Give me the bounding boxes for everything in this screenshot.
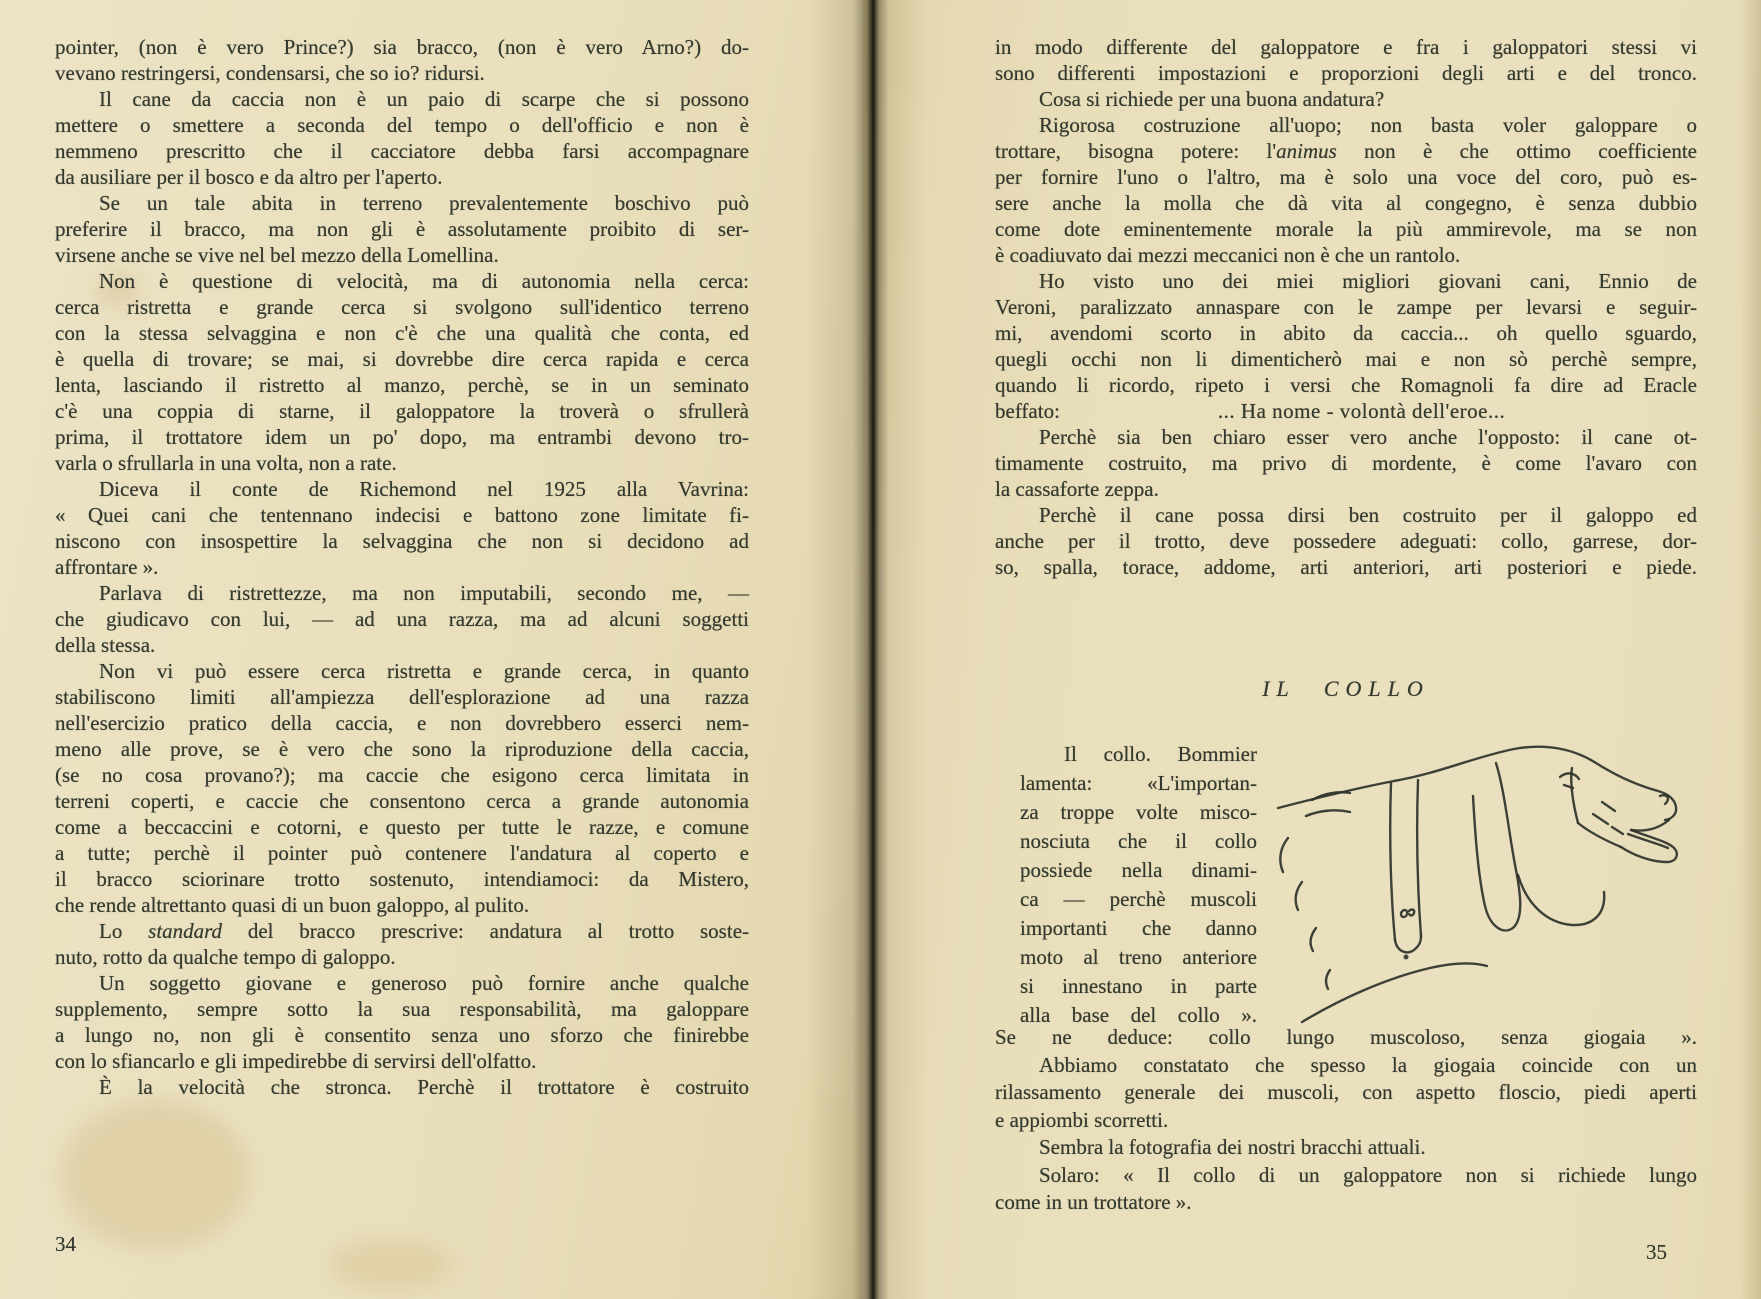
- text-segment: animus: [1276, 139, 1337, 163]
- text-line: Parlava di ristrettezze, ma non imputabili, secondo me, —: [99, 581, 749, 605]
- text-line: Cosa si richiede per una buona andatura?: [1039, 87, 1385, 111]
- text-line: timamente costruito, ma privo di mordente, è come l'avaro con: [995, 451, 1697, 475]
- verse-text: ... Ha nome - volontà dell'eroe...: [1217, 399, 1506, 423]
- text-line: affrontare ».: [55, 555, 159, 579]
- text-line: mi, avendomi scorto in abito da caccia... oh quello sguardo,: [995, 321, 1697, 345]
- section-heading: IL COLLO: [1262, 676, 1430, 701]
- text-line: cerca ristretta e grande cerca si svolgono sull'identico terreno: [55, 295, 749, 319]
- text-line: anche per il trotto, deve possedere adeguati: collo, garrese, dor-: [995, 529, 1697, 553]
- text-line: che rende altrettanto quasi di un buon galoppo, al pulito.: [55, 893, 530, 917]
- text-segment: Lo: [99, 919, 149, 943]
- page-number-left: 34: [55, 1232, 76, 1256]
- text-line: si innestano in parte: [1020, 974, 1257, 998]
- text-segment: non è che ottimo coefficiente: [1336, 139, 1698, 163]
- text-line: è coadiuvato dai mezzi meccanici non è che un rantolo.: [995, 243, 1461, 267]
- text-line: e appiombi scorretti.: [995, 1107, 1169, 1132]
- paper-stain: [60, 1100, 250, 1250]
- text-segment: beffato:: [995, 399, 1060, 423]
- text-line: rilassamento generale dei muscoli, con aspetto floscio, piedi aperti: [995, 1080, 1697, 1104]
- text-line: nell'esercizio pratico della caccia, e non dovrebbero esserci nem-: [55, 711, 749, 735]
- text-line: Ho visto uno dei miei migliori giovani cani, Ennio de: [1039, 269, 1697, 293]
- text-line: supplemento, sempre sotto la sua responsabilità, ma galoppare: [55, 997, 749, 1021]
- text-line: Il collo. Bommier: [1064, 742, 1257, 766]
- text-line: [995, 398, 1697, 424]
- text-line: lenta, lasciando il ristretto al manzo, perchè, se in un seminato: [55, 373, 749, 397]
- text-line: che giudicavo con lui, — ad una razza, ma ad alcuni soggetti: [55, 607, 749, 631]
- text-line: lamenta: «L'importan-: [1020, 771, 1257, 795]
- paper-stain: [330, 1240, 450, 1290]
- text-segment: standard: [148, 919, 223, 943]
- text-line: il bracco sciorinare trotto sostenuto, intendiamoci: da Mistero,: [55, 867, 749, 891]
- text-line: vevano restringersi, condensarsi, che so io? ridursi.: [55, 61, 485, 85]
- text-line: Il cane da caccia non è un paio di scarpe che si possono: [99, 87, 749, 111]
- text-line: mettere o smettere a seconda del tempo o dell'officio e non è: [55, 113, 749, 137]
- text-line: [55, 918, 749, 944]
- text-line: niscono con insospettire la selvaggina che non si decidono ad: [55, 529, 749, 553]
- text-line: « Quei cani che tentennano indecisi e battono zone limitate fi-: [55, 503, 749, 527]
- text-line: terreni coperti, e caccie che consentono cerca a grande autonomia: [55, 789, 749, 813]
- text-line: Rigorosa costruzione all'uopo; non basta voler galoppare o: [1039, 113, 1697, 137]
- text-line: Un soggetto giovane e generoso può fornire anche qualche: [99, 971, 749, 995]
- page-number-right: 35: [1646, 1240, 1667, 1264]
- text-line: nosciuta che il collo: [1020, 829, 1257, 853]
- text-line: sere anche la molla che dà vita al congegno, è senza dubbio: [995, 191, 1697, 215]
- text-line: come dote eminentemente morale la più ammirevole, ma se non: [995, 217, 1697, 241]
- text-line: za troppe volte misco-: [1020, 800, 1257, 824]
- text-segment: del bracco prescrive: andatura al trotto soste-: [222, 919, 750, 943]
- text-line: nuto, rotto da qualche tempo di galoppo.: [55, 945, 396, 969]
- text-line: virsene anche se vive nel bel mezzo della Lomellina.: [55, 243, 499, 267]
- text-line: alla base del collo ».: [1020, 1003, 1257, 1027]
- text-line: in modo differente del galoppatore e fra i galoppatori stessi vi: [995, 35, 1697, 59]
- text-line: so, spalla, torace, addome, arti anteriori, arti posteriori e piede.: [995, 555, 1697, 579]
- text-line: con lo sfiancarlo e gli impedirebbe di servirsi dell'olfatto.: [55, 1049, 537, 1073]
- text-line: a lungo no, non gli è consentito senza uno sforzo che finirebbe: [55, 1023, 749, 1047]
- text-line: Non vi può essere cerca ristretta e grande cerca, in quanto: [99, 659, 749, 683]
- text-line: importanti che danno: [1020, 916, 1257, 940]
- text-line: varla o sfrullarla in una volta, non a rate.: [55, 451, 397, 475]
- text-line: come in un trottatore ».: [995, 1190, 1192, 1214]
- text-line: Non è questione di velocità, ma di autonomia nella cerca:: [99, 269, 749, 293]
- text-line: possiede nella dinami-: [1020, 858, 1257, 882]
- dog-head-illustration: [1268, 730, 1686, 1030]
- text-line: la cassaforte zeppa.: [995, 477, 1159, 501]
- text-line: preferire il bracco, ma non gli è assolutamente proibito di ser-: [55, 217, 749, 241]
- text-line: Se ne deduce: collo lungo muscoloso, senza giogaia ».: [995, 1025, 1697, 1049]
- left-page-text: [55, 34, 749, 1100]
- text-line: a tutte; perchè il pointer può contenere l'andatura al coperto e: [55, 841, 749, 865]
- text-line: della stessa.: [55, 633, 156, 657]
- text-line: Solaro: « Il collo di un galoppatore non si richiede lungo: [1039, 1162, 1697, 1187]
- text-line: Diceva il conte de Richemond nel 1925 alla Vavrina:: [99, 477, 749, 501]
- text-line: Perchè sia ben chiaro esser vero anche l'opposto: il cane ot-: [1039, 425, 1697, 449]
- text-line: meno alle prove, se è vero che sono la riproduzione della caccia,: [55, 737, 749, 761]
- text-segment: trottare, bisogna potere: l': [995, 139, 1277, 163]
- text-line: Se un tale abita in terreno prevalentemente boschivo può: [99, 191, 749, 215]
- neck-paragraph-text: [1020, 740, 1257, 1030]
- text-line: [995, 138, 1697, 164]
- text-line: (se no cosa provano?); ma caccie che esigono cerca limitata in: [55, 763, 749, 787]
- text-line: quegli occhi non li dimenticherò mai e non sò perchè sempre,: [995, 347, 1697, 371]
- text-line: Abbiamo constatato che spesso la giogaia coincide con un: [1039, 1052, 1697, 1077]
- text-line: è quella di trovare; se mai, si dovrebbe dire cerca rapida e cerca: [55, 347, 749, 371]
- text-line: moto al treno anteriore: [1020, 945, 1257, 969]
- text-line: ca — perchè muscoli: [1020, 887, 1257, 911]
- text-line: È la velocità che stronca. Perchè il trottatore è costruito: [99, 1075, 749, 1099]
- text-line: Sembra la fotografia dei nostri bracchi attuali.: [1039, 1135, 1426, 1159]
- text-line: c'è una coppia di starne, il galoppatore la troverà o sfrullerà: [55, 399, 749, 423]
- right-page-top-text: [995, 34, 1697, 580]
- text-line: Perchè il cane possa dirsi ben costruito per il galoppo ed: [1039, 503, 1697, 527]
- text-line: come a beccaccini e cotorni, e questo per tutte le razze, e comune: [55, 815, 749, 839]
- text-line: sono differenti impostazioni e proporzioni degli arti e del tronco.: [995, 61, 1697, 85]
- text-line: per fornire l'uno o l'altro, ma è solo una voce del coro, può es-: [995, 165, 1697, 189]
- text-line: prima, il trottatore idem un po' dopo, ma entrambi devono tro-: [55, 425, 749, 449]
- text-line: da ausiliare per il bosco e da altro per l'aperto.: [55, 165, 443, 189]
- text-line: Veroni, paralizzato annaspare con le zampe per levarsi e seguir-: [995, 295, 1697, 319]
- text-line: nemmeno prescritto che il cacciatore debba farsi accompagnare: [55, 139, 749, 163]
- text-line: stabiliscono limiti all'ampiezza dell'esplorazione ad una razza: [55, 685, 749, 709]
- text-line: con la stessa selvaggina e non c'è che una qualità che conta, ed: [55, 321, 749, 345]
- text-line: quando li ricordo, ripeto i versi che Romagnoli fa dire ad Eracle: [995, 373, 1697, 397]
- right-page-bottom-text: [995, 1024, 1697, 1217]
- text-line: pointer, (non è vero Prince?) sia bracco, (non è vero Arno?) do-: [55, 35, 749, 59]
